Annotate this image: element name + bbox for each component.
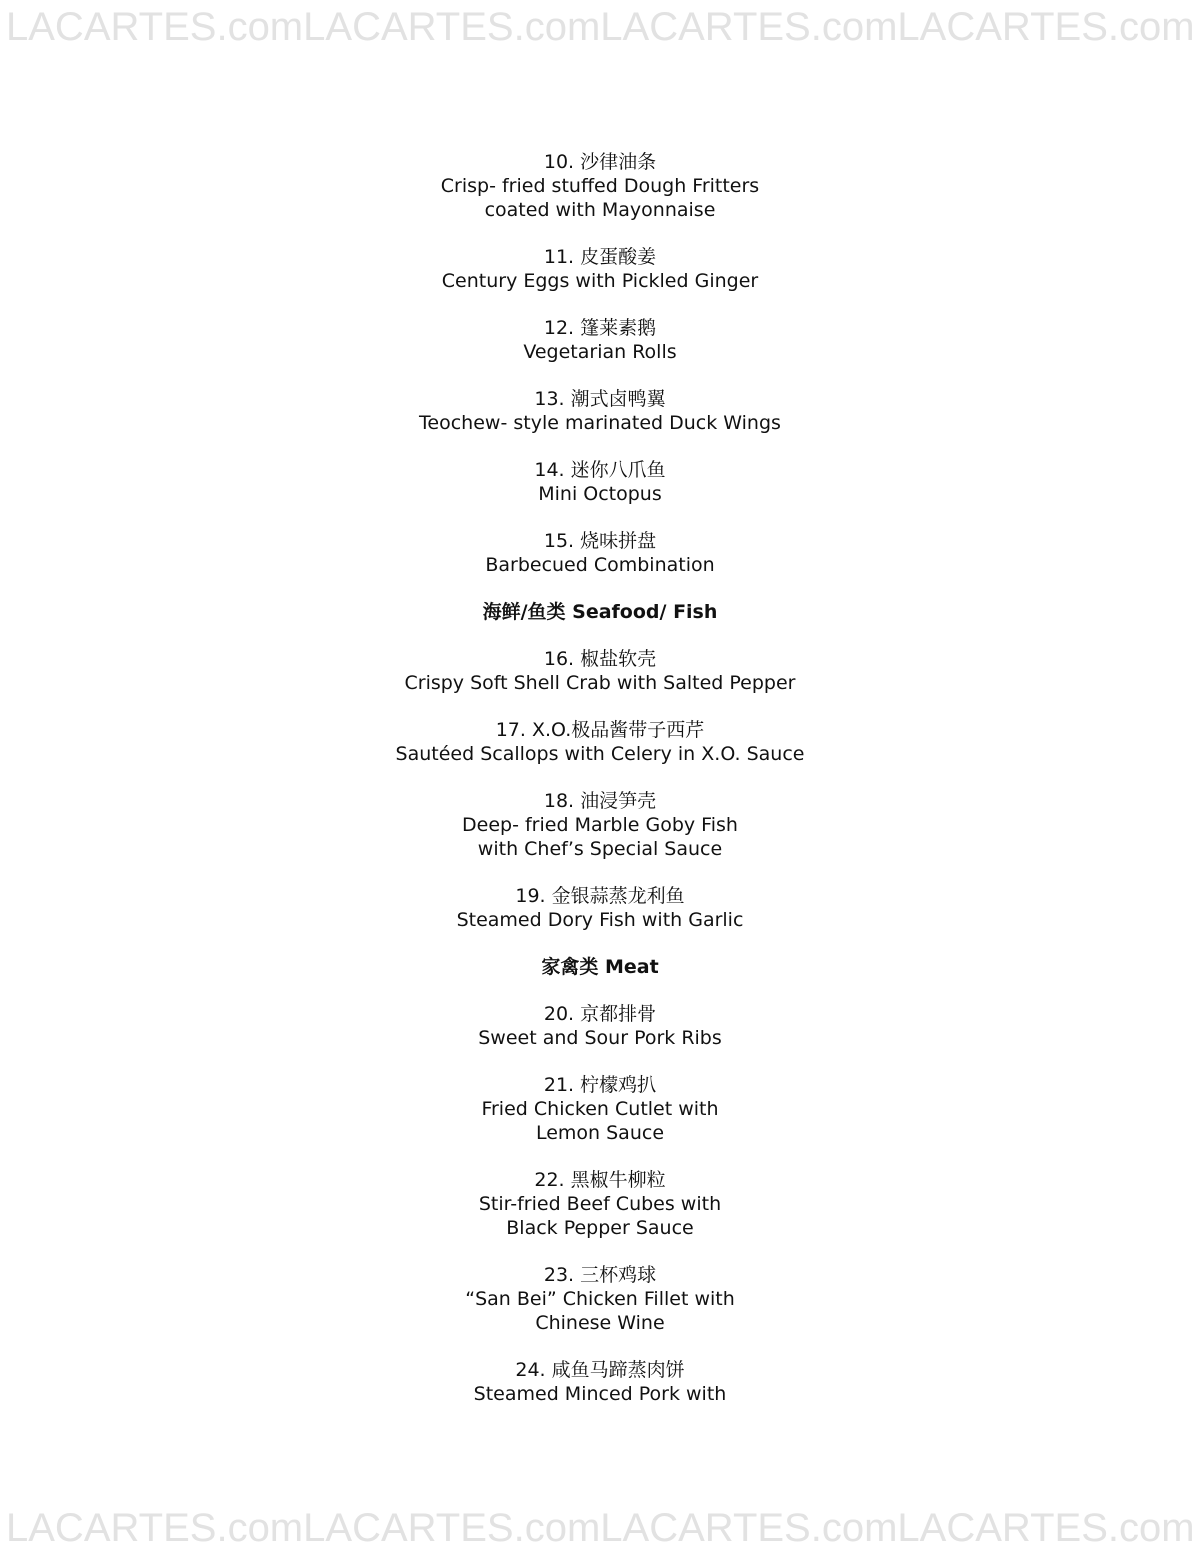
menu-item-title: 23. 三杯鸡球 (543, 1264, 657, 1286)
watermark-text: LACARTES.com (303, 4, 601, 49)
watermark-text: LACARTES.com (600, 1505, 898, 1550)
menu-item-description: Sweet and Sour Pork Ribs (478, 1027, 722, 1049)
menu-item-description: Chinese Wine (535, 1312, 665, 1334)
menu-item (300, 1358, 900, 1406)
menu-item (300, 647, 900, 695)
watermark-text: LACARTES.com (6, 1505, 304, 1550)
menu-item (300, 884, 900, 932)
menu-item-title: 20. 京都排骨 (543, 1003, 657, 1025)
menu-item (300, 1002, 900, 1050)
menu-item (300, 789, 900, 861)
menu-item (300, 1073, 900, 1145)
menu-item (300, 150, 900, 222)
menu-item-description: Mini Octopus (538, 483, 662, 505)
watermark-text: LACARTES.com (303, 1505, 601, 1550)
watermark-text: LACARTES.com (897, 4, 1195, 49)
menu-item (300, 387, 900, 435)
watermark-text: LACARTES.com (600, 4, 898, 49)
menu-item-title: 10. 沙律油条 (543, 151, 657, 173)
menu-item (300, 1168, 900, 1240)
menu-item-title: 15. 烧味拼盘 (543, 530, 657, 552)
watermark-top (0, 2, 1200, 52)
menu-item-title: 11. 皮蛋酸姜 (543, 246, 657, 268)
menu-item-description: Century Eggs with Pickled Ginger (441, 270, 759, 292)
menu-item-description: Steamed Minced Pork with (473, 1383, 727, 1405)
menu-item-description: Teochew- style marinated Duck Wings (419, 412, 781, 434)
section-heading: 家禽类 Meat (541, 956, 659, 978)
menu-item-description: Crispy Soft Shell Crab with Salted Pepper (404, 672, 796, 694)
menu-item-title: 24. 咸鱼马蹄蒸肉饼 (515, 1359, 685, 1381)
menu-item (300, 529, 900, 577)
menu-item (300, 1263, 900, 1335)
menu-item-description: Steamed Dory Fish with Garlic (456, 909, 744, 931)
menu-list (300, 150, 900, 1429)
menu-item-title: 18. 油浸笋壳 (543, 790, 657, 812)
menu-item-description: coated with Mayonnaise (484, 199, 716, 221)
menu-item-title: 19. 金银蒜蒸龙利鱼 (515, 885, 685, 907)
menu-item-description: Fried Chicken Cutlet with (481, 1098, 719, 1120)
menu-item-title: 17. X.O.极品酱带子西芹 (495, 719, 705, 741)
watermark-bottom (0, 1503, 1200, 1553)
menu-item-title: 16. 椒盐软壳 (543, 648, 657, 670)
menu-item-description: Barbecued Combination (485, 554, 715, 576)
menu-item-description: Vegetarian Rolls (523, 341, 677, 363)
menu-item (300, 316, 900, 364)
menu-item-title: 12. 篷莱素鹅 (543, 317, 657, 339)
menu-item-title: 14. 迷你八爪鱼 (534, 459, 666, 481)
section-heading: 海鲜/鱼类 Seafood/ Fish (482, 601, 718, 623)
menu-item (300, 458, 900, 506)
menu-item (300, 245, 900, 293)
menu-item-description: Black Pepper Sauce (506, 1217, 694, 1239)
menu-item-description: Crisp- fried stuffed Dough Fritters (440, 175, 760, 197)
menu-item-description: “San Bei” Chicken Fillet with (465, 1288, 735, 1310)
menu-item-description: Deep- fried Marble Goby Fish (462, 814, 738, 836)
menu-item-description: Stir-fried Beef Cubes with (478, 1193, 722, 1215)
menu-item-description: Lemon Sauce (535, 1122, 665, 1144)
menu-item-description: Sautéed Scallops with Celery in X.O. Sauce (395, 743, 805, 765)
watermark-text: LACARTES.com (897, 1505, 1195, 1550)
watermark-text: LACARTES.com (6, 4, 304, 49)
menu-item-title: 22. 黑椒牛柳粒 (534, 1169, 666, 1191)
menu-item-title: 13. 潮式卤鸭翼 (534, 388, 666, 410)
menu-item-description: with Chef’s Special Sauce (477, 838, 723, 860)
menu-item-title: 21. 柠檬鸡扒 (543, 1074, 657, 1096)
menu-item (300, 718, 900, 766)
